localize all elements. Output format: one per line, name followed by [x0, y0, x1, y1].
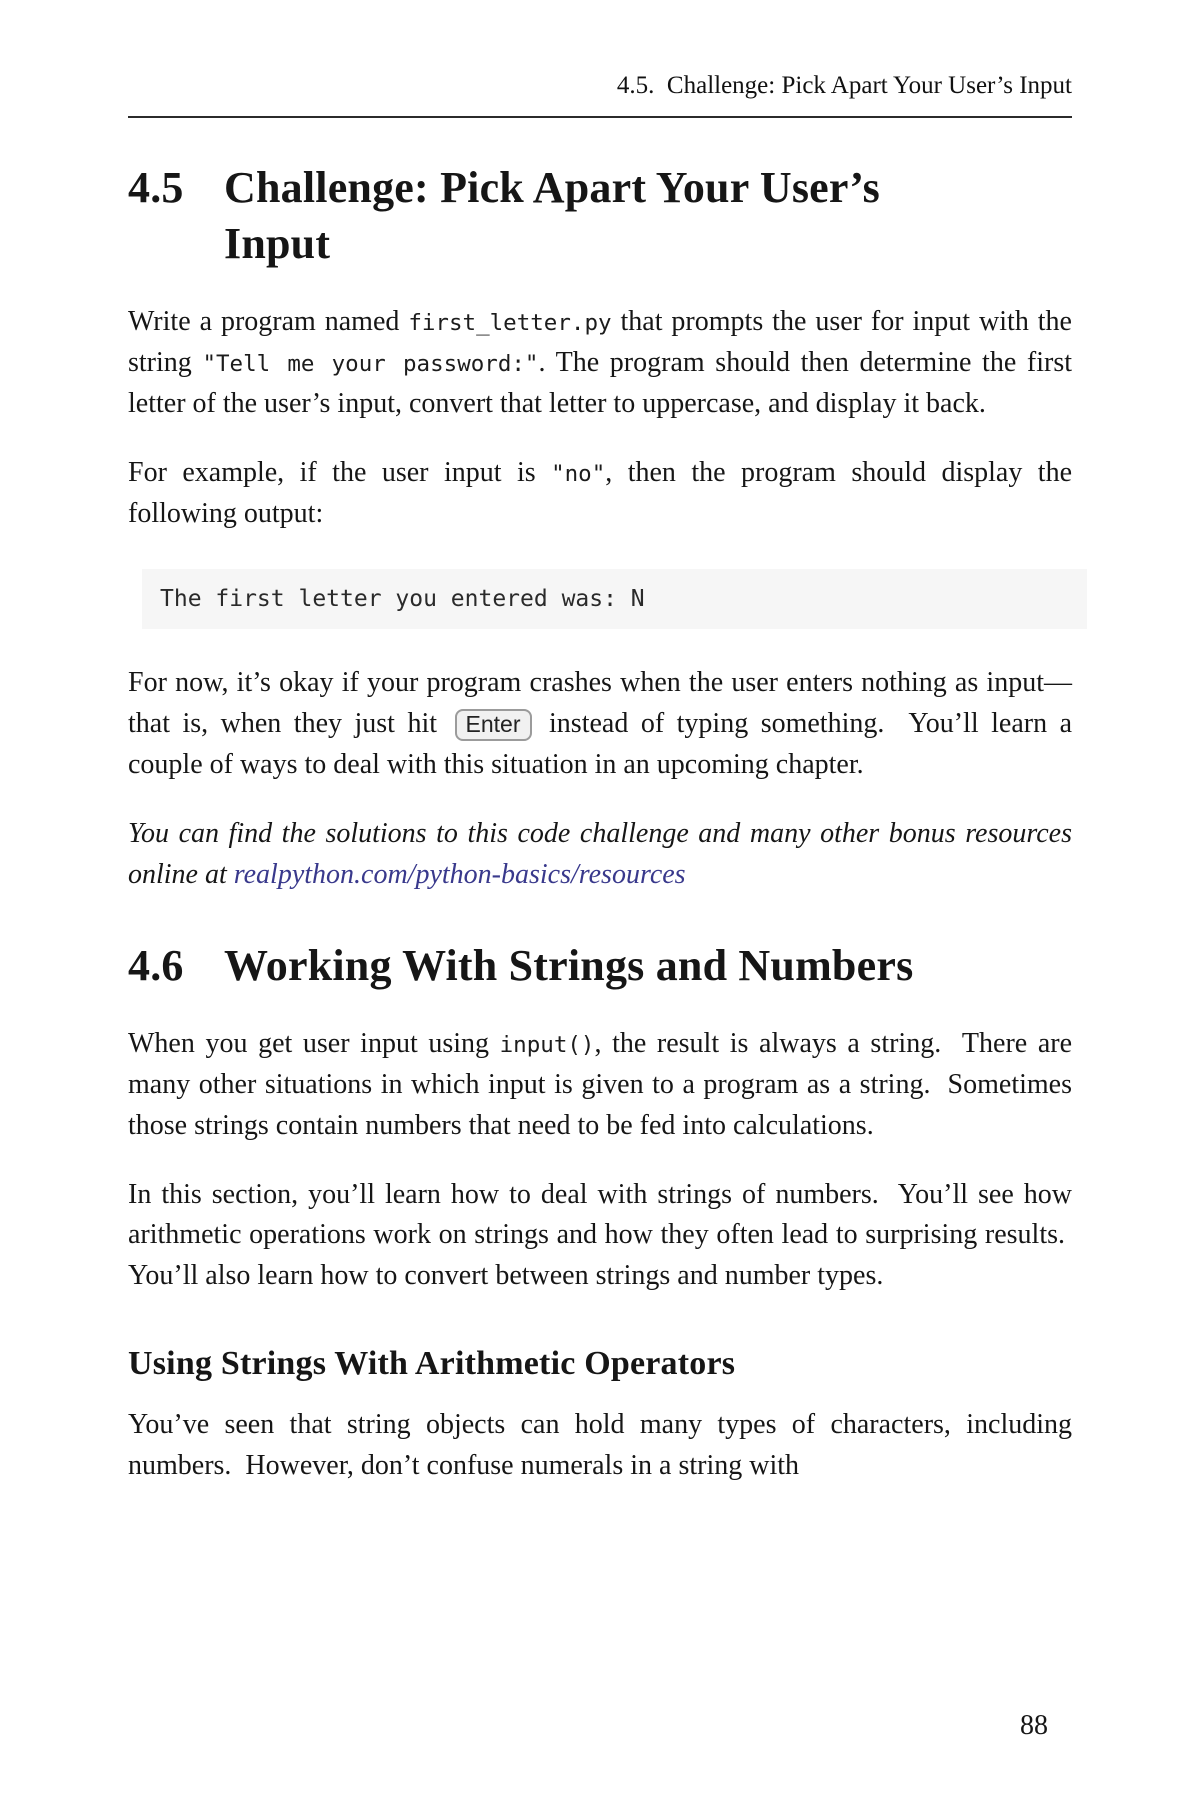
inline-code: "no" — [551, 460, 606, 487]
paragraph: You’ve seen that string objects can hold many types of characters, including numbers. However, don’t confuse numerals in a string with — [128, 1409, 1072, 1482]
section-number: 4.6 — [128, 940, 184, 990]
paragraph: In this section, you’ll learn how to deal with strings of numbers. You’ll see how arithmetic operations work on strings and how they often lead to surprising results. You’ll also learn how to convert between strings and number types. — [128, 1178, 1072, 1292]
paragraph: When you get user input using input(), the result is always a string. There are many other situations in which input is given to a program as a string. Sometimes those strings contain numbers that need to be fed into calculations. — [128, 1027, 1072, 1141]
subsection-using-strings-heading: Using Strings With Arithmetic Operators — [128, 1345, 736, 1383]
section-title: Challenge: Pick Apart Your User’s Input — [224, 162, 880, 268]
inline-code: input() — [499, 1031, 595, 1058]
resources-link[interactable]: realpython.com/python-basics/resources — [233, 858, 686, 890]
paragraph: For now, it’s okay if your program crashes when the user enters nothing as input—that is, when they just hit Enter instead of typing something. You’ll learn a couple of ways to deal with this situation in an upcoming chapter. — [128, 667, 1073, 780]
inline-code: first_letter.py — [408, 310, 612, 337]
section-4-5-heading — [128, 160, 1072, 273]
code-output-block: The first letter you entered was: N — [142, 569, 1087, 630]
running-header: 4.5. Challenge: Pick Apart Your User’s Input — [616, 72, 1072, 99]
inline-code: "Tell me your password:" — [202, 351, 539, 377]
section-title: Working With Strings and Numbers — [224, 940, 914, 990]
paragraph: Write a program named first_letter.py that prompts the user for input with the string "Tell me your password:". The program should then determine the first letter of the user’s input, convert that letter to uppercase, and display it back. — [128, 306, 1073, 419]
paragraph: For example, if the user input is "no", then the program should display the following output: — [128, 456, 1072, 529]
page-number: 88 — [1020, 1710, 1048, 1741]
page-content — [128, 160, 1072, 1487]
section-number: 4.5 — [128, 162, 184, 212]
paragraph: You can find the solutions to this code challenge and many other bonus resources online at realpython.com/python-basics/resources — [128, 817, 1072, 890]
section-4-6-heading — [128, 938, 1072, 994]
enter-key: Enter — [455, 709, 532, 741]
header-rule — [128, 116, 1072, 118]
